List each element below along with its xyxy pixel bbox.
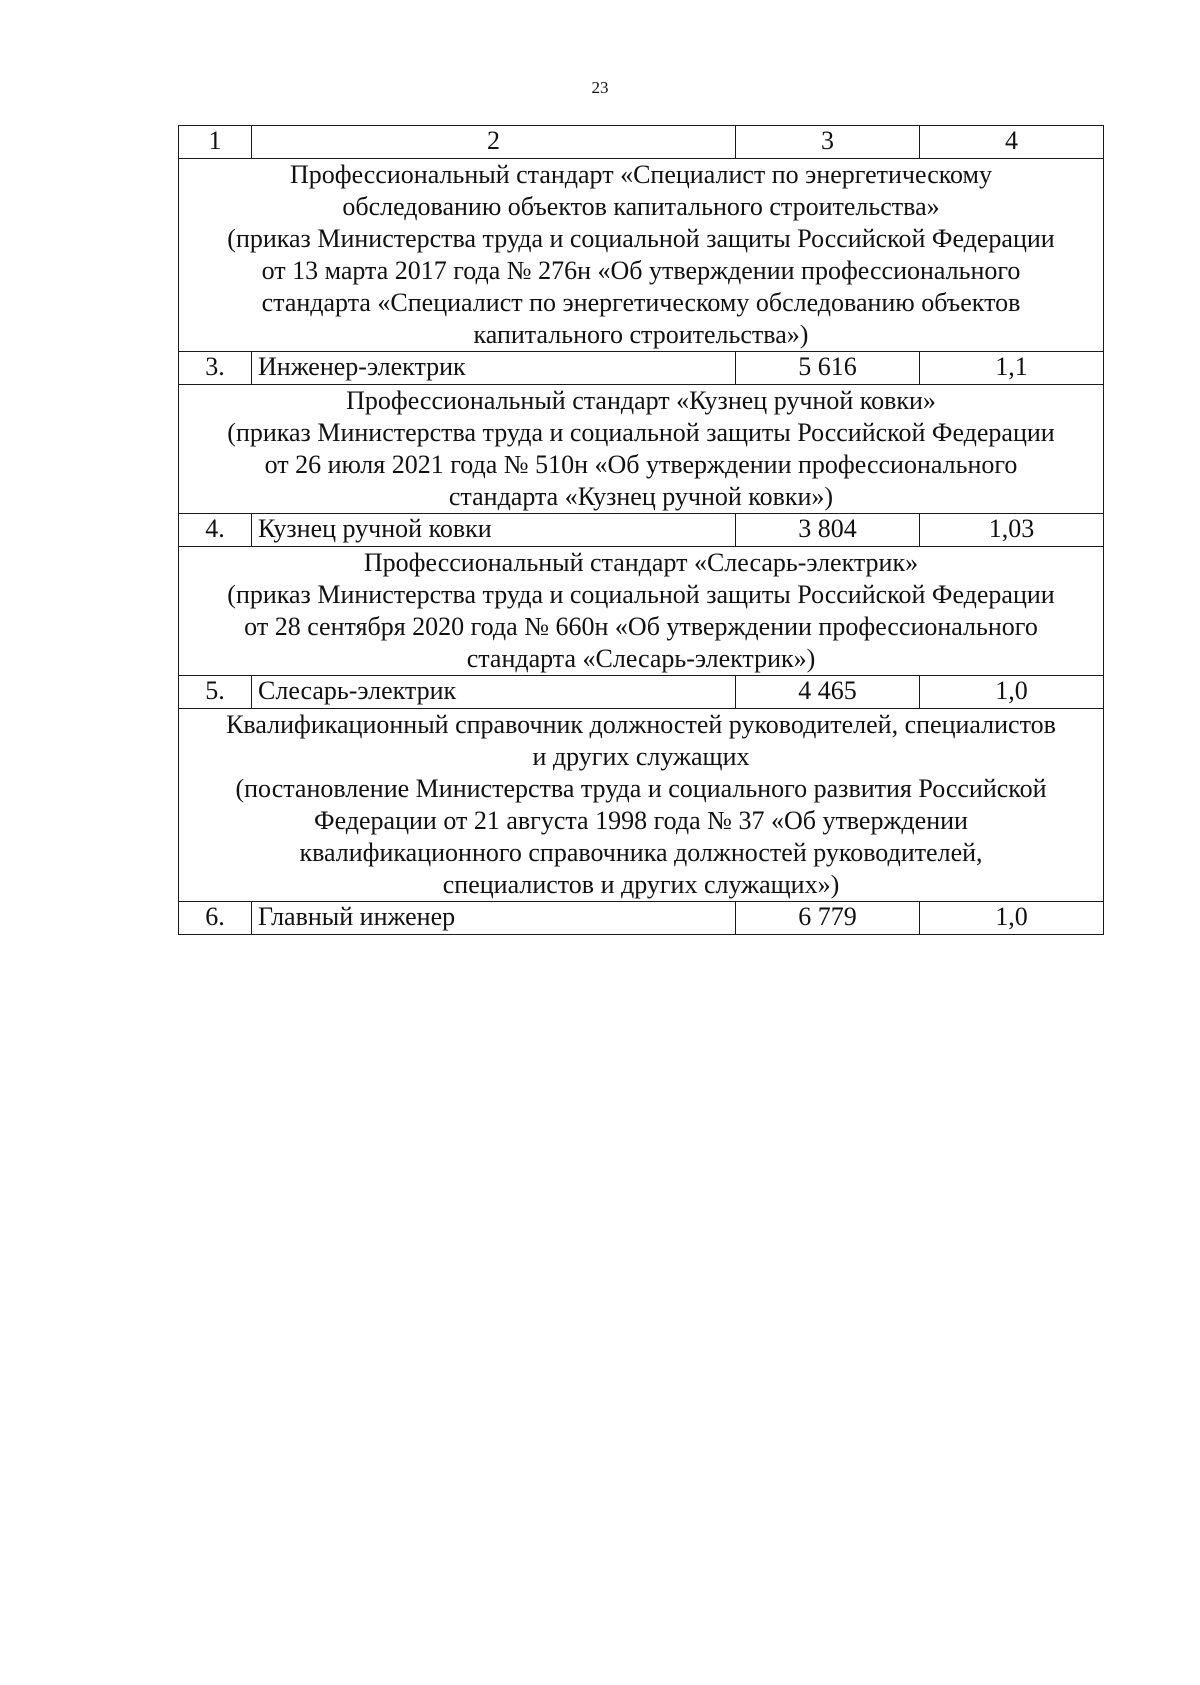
coefficient-cell: 1,0: [920, 902, 1104, 935]
section-heading-line: от 13 марта 2017 года № 276н «Об утверждении профессионального: [261, 256, 1021, 285]
section-heading-line: капитального строительства»): [473, 320, 809, 349]
section-heading: [179, 709, 1104, 902]
position-name-cell: Главный инженер: [252, 902, 736, 935]
section-heading-row: [179, 159, 1104, 352]
section-heading: [179, 547, 1104, 676]
position-name-cell: Слесарь-электрик: [252, 676, 736, 709]
coefficient-cell: 1,03: [920, 514, 1104, 547]
header-cell-1: 1: [179, 126, 252, 159]
section-heading-line: стандарта «Слесарь-электрик»): [466, 644, 816, 673]
section-heading-line: Профессиональный стандарт «Специалист по энергетическому: [290, 160, 992, 189]
salary-cell: 6 779: [736, 902, 920, 935]
header-cell-2: 2: [252, 126, 736, 159]
salary-cell: 4 465: [736, 676, 920, 709]
section-heading-line: от 26 июля 2021 года № 510н «Об утверждении профессионального: [264, 450, 1018, 479]
section-heading-row: [179, 709, 1104, 902]
section-heading-line: Профессиональный стандарт «Кузнец ручной ковки»: [346, 386, 936, 415]
table-row: [179, 514, 1104, 547]
header-cell-3: 3: [736, 126, 920, 159]
section-heading-line: специалистов и других служащих»): [442, 870, 840, 899]
coefficient-cell: 1,0: [920, 676, 1104, 709]
section-heading-line: (постановление Министерства труда и социального развития Российской: [235, 774, 1047, 803]
section-heading-line: квалификационного справочника должностей руководителей,: [299, 838, 983, 867]
staffing-table: [178, 125, 1104, 935]
table-row: [179, 352, 1104, 385]
position-name-cell: Кузнец ручной ковки: [252, 514, 736, 547]
section-heading-line: Квалификационный справочник должностей руководителей, специалистов: [226, 710, 1056, 739]
section-heading-line: Федерации от 21 августа 1998 года № 37 «Об утверждении: [314, 806, 968, 835]
section-heading-line: Профессиональный стандарт «Слесарь-электрик»: [363, 548, 919, 577]
table-row: [179, 902, 1104, 935]
page-number: 23: [591, 78, 609, 97]
section-heading-line: и других служащих: [532, 742, 750, 771]
table-row: [179, 676, 1104, 709]
section-heading: [179, 159, 1104, 352]
salary-cell: 3 804: [736, 514, 920, 547]
section-heading: [179, 385, 1104, 514]
row-number-cell: 5.: [179, 676, 252, 709]
salary-cell: 5 616: [736, 352, 920, 385]
section-heading-line: (приказ Министерства труда и социальной защиты Российской Федерации: [227, 418, 1055, 447]
position-name-cell: Инженер-электрик: [252, 352, 736, 385]
table-header-row: [179, 126, 1104, 159]
section-heading-line: от 28 сентября 2020 года № 660н «Об утверждении профессионального: [244, 612, 1038, 641]
section-heading-line: обследованию объектов капитального строительства»: [342, 192, 940, 221]
section-heading-line: стандарта «Кузнец ручной ковки»): [448, 482, 834, 511]
section-heading-line: (приказ Министерства труда и социальной защиты Российской Федерации: [227, 580, 1055, 609]
section-heading-row: [179, 385, 1104, 514]
coefficient-cell: 1,1: [920, 352, 1104, 385]
row-number-cell: 3.: [179, 352, 252, 385]
section-heading-line: (приказ Министерства труда и социальной защиты Российской Федерации: [227, 224, 1055, 253]
section-heading-line: стандарта «Специалист по энергетическому обследованию объектов: [261, 288, 1021, 317]
row-number-cell: 6.: [179, 902, 252, 935]
row-number-cell: 4.: [179, 514, 252, 547]
header-cell-4: 4: [920, 126, 1104, 159]
section-heading-row: [179, 547, 1104, 676]
